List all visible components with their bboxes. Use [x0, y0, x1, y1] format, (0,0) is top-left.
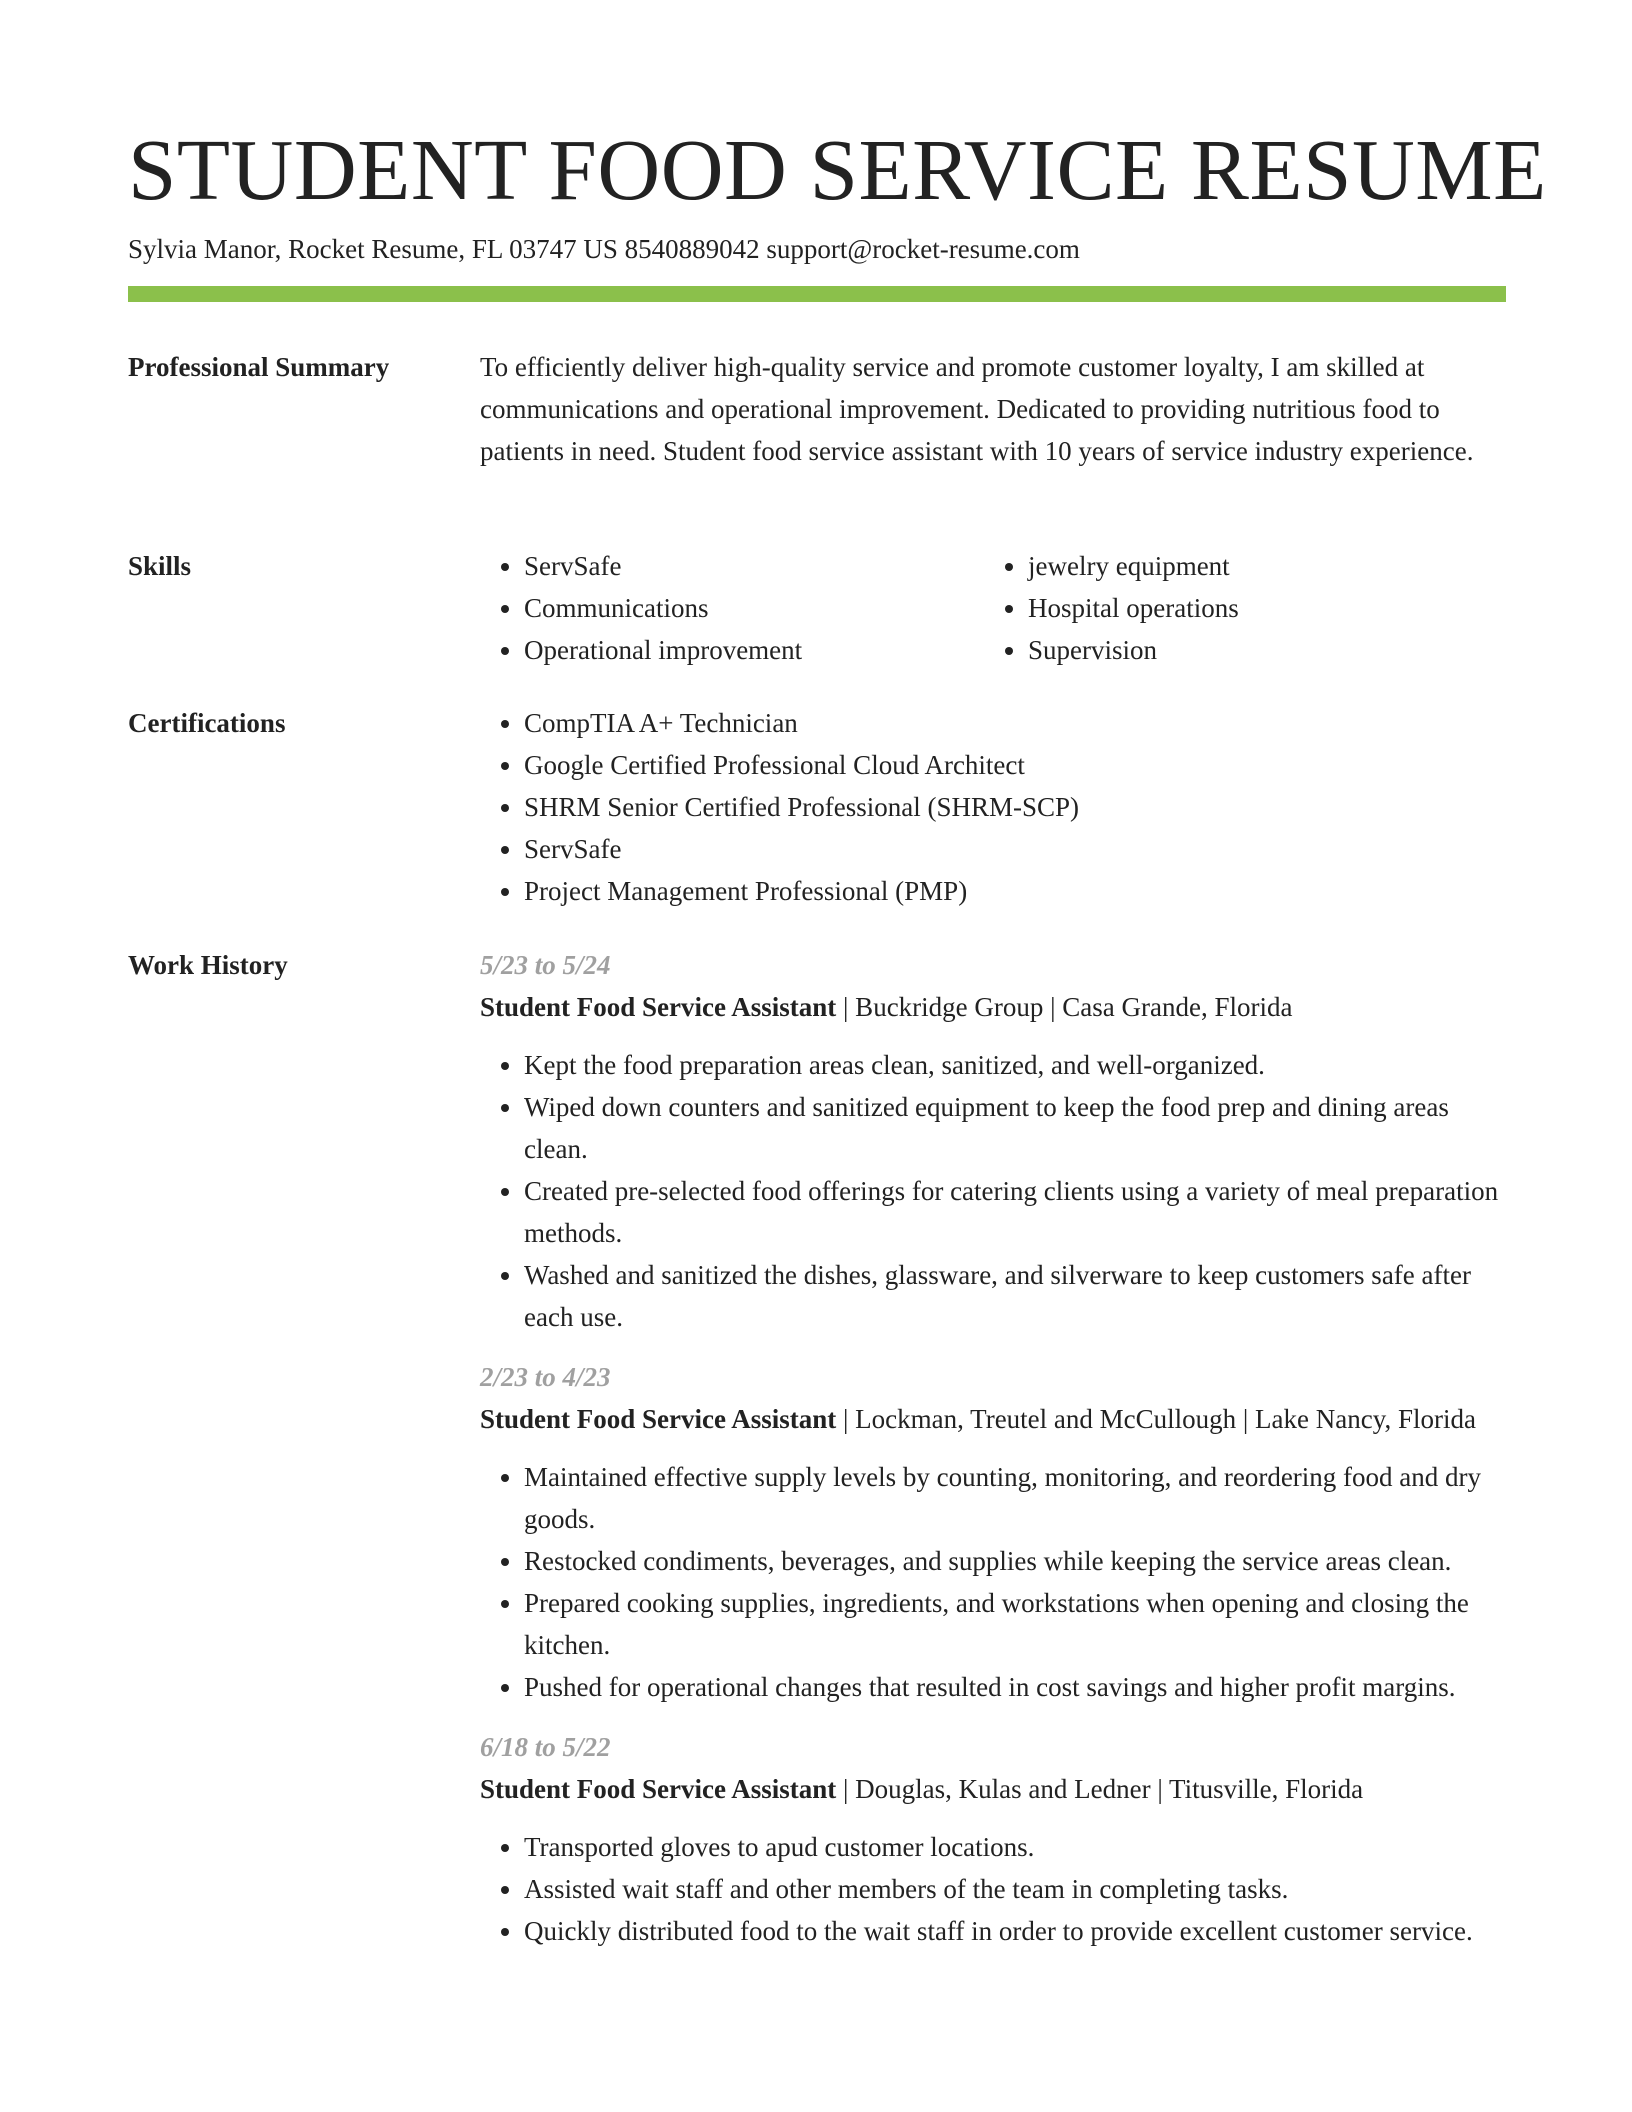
job-details: | Lockman, Treutel and McCullough | Lake Nancy, Florida [836, 1404, 1476, 1434]
job-bullet: • Transported gloves to apud customer locations. [524, 1826, 1506, 1868]
job-details: | Buckridge Group | Casa Grande, Florida [836, 992, 1293, 1022]
certification-item: • ServSafe [524, 828, 1506, 870]
skill-item: • jewelry equipment [1028, 545, 1488, 587]
job-title: Student Food Service Assistant [480, 992, 837, 1022]
certification-item: • Google Certified Professional Cloud Architect [524, 744, 1506, 786]
certification-item: • SHRM Senior Certified Professional (SHRM-SCP) [524, 786, 1506, 828]
work-history-label: Work History [128, 950, 288, 980]
job-bullets [480, 1826, 1506, 1952]
skill-item: • Hospital operations [1028, 587, 1488, 629]
summary-text: To efficiently deliver high-quality service and promote customer loyalty, I am skilled at communications and operational improvement. Dedicated to providing nutritious food to patients in need. Student food service assistant with 10 years of service industry experience. [480, 352, 1474, 466]
skills-label: Skills [128, 551, 192, 581]
job-dates: 2/23 to 4/23 [480, 1362, 611, 1392]
skills-column-left [480, 545, 984, 671]
certifications-label: Certifications [128, 708, 286, 738]
job-entry [480, 1726, 1506, 1952]
header-divider [128, 286, 1506, 302]
job-entry [480, 1356, 1506, 1708]
job-title: Student Food Service Assistant [480, 1404, 837, 1434]
contact-line: Sylvia Manor, Rocket Resume, FL 03747 US 8540889042 support@rocket-resume.com [128, 234, 1080, 264]
summary-label: Professional Summary [128, 352, 390, 382]
job-heading [480, 1768, 1506, 1810]
certifications-list [480, 702, 1506, 912]
job-bullet: • Kept the food preparation areas clean, sanitized, and well-organized. [524, 1044, 1506, 1086]
job-bullets [480, 1456, 1506, 1708]
job-bullet: • Created pre-selected food offerings for catering clients using a variety of meal preparation methods. [524, 1170, 1506, 1254]
certification-item: • Project Management Professional (PMP) [524, 870, 1506, 912]
job-entry [480, 944, 1506, 1338]
skill-item: • Communications [524, 587, 984, 629]
skill-item: • ServSafe [524, 545, 984, 587]
certification-item: • CompTIA A+ Technician [524, 702, 1506, 744]
skill-item: • Operational improvement [524, 629, 984, 671]
skills-column-right [984, 545, 1488, 671]
skills-grid [480, 545, 1506, 671]
job-bullet: • Pushed for operational changes that resulted in cost savings and higher profit margins. [524, 1666, 1506, 1708]
skills-content [480, 545, 1506, 671]
job-details: | Douglas, Kulas and Ledner | Titusville, Florida [836, 1774, 1364, 1804]
summary-content [480, 346, 1506, 472]
job-bullet: • Prepared cooking supplies, ingredients, and workstations when opening and closing the kitchen. [524, 1582, 1506, 1666]
resume-title: STUDENT FOOD SERVICE RESUME [128, 121, 1547, 218]
job-dates: 6/18 to 5/22 [480, 1732, 611, 1762]
job-dates: 5/23 to 5/24 [480, 950, 611, 980]
work-history-content [480, 944, 1506, 1970]
job-bullets [480, 1044, 1506, 1338]
job-bullet: • Maintained effective supply levels by counting, monitoring, and reordering food and dry goods. [524, 1456, 1506, 1540]
job-title: Student Food Service Assistant [480, 1774, 837, 1804]
job-bullet: • Wiped down counters and sanitized equipment to keep the food prep and dining areas clean. [524, 1086, 1506, 1170]
skills-list-right [984, 545, 1488, 671]
job-bullet: • Quickly distributed food to the wait staff in order to provide excellent customer service. [524, 1910, 1506, 1952]
job-bullet: • Restocked condiments, beverages, and supplies while keeping the service areas clean. [524, 1540, 1506, 1582]
job-heading [480, 986, 1506, 1028]
skill-item: • Supervision [1028, 629, 1488, 671]
certifications-content [480, 702, 1506, 912]
job-bullet: • Washed and sanitized the dishes, glassware, and silverware to keep customers safe after each use. [524, 1254, 1506, 1338]
job-bullet: • Assisted wait staff and other members of the team in completing tasks. [524, 1868, 1506, 1910]
skills-list-left [480, 545, 984, 671]
job-heading [480, 1398, 1506, 1440]
